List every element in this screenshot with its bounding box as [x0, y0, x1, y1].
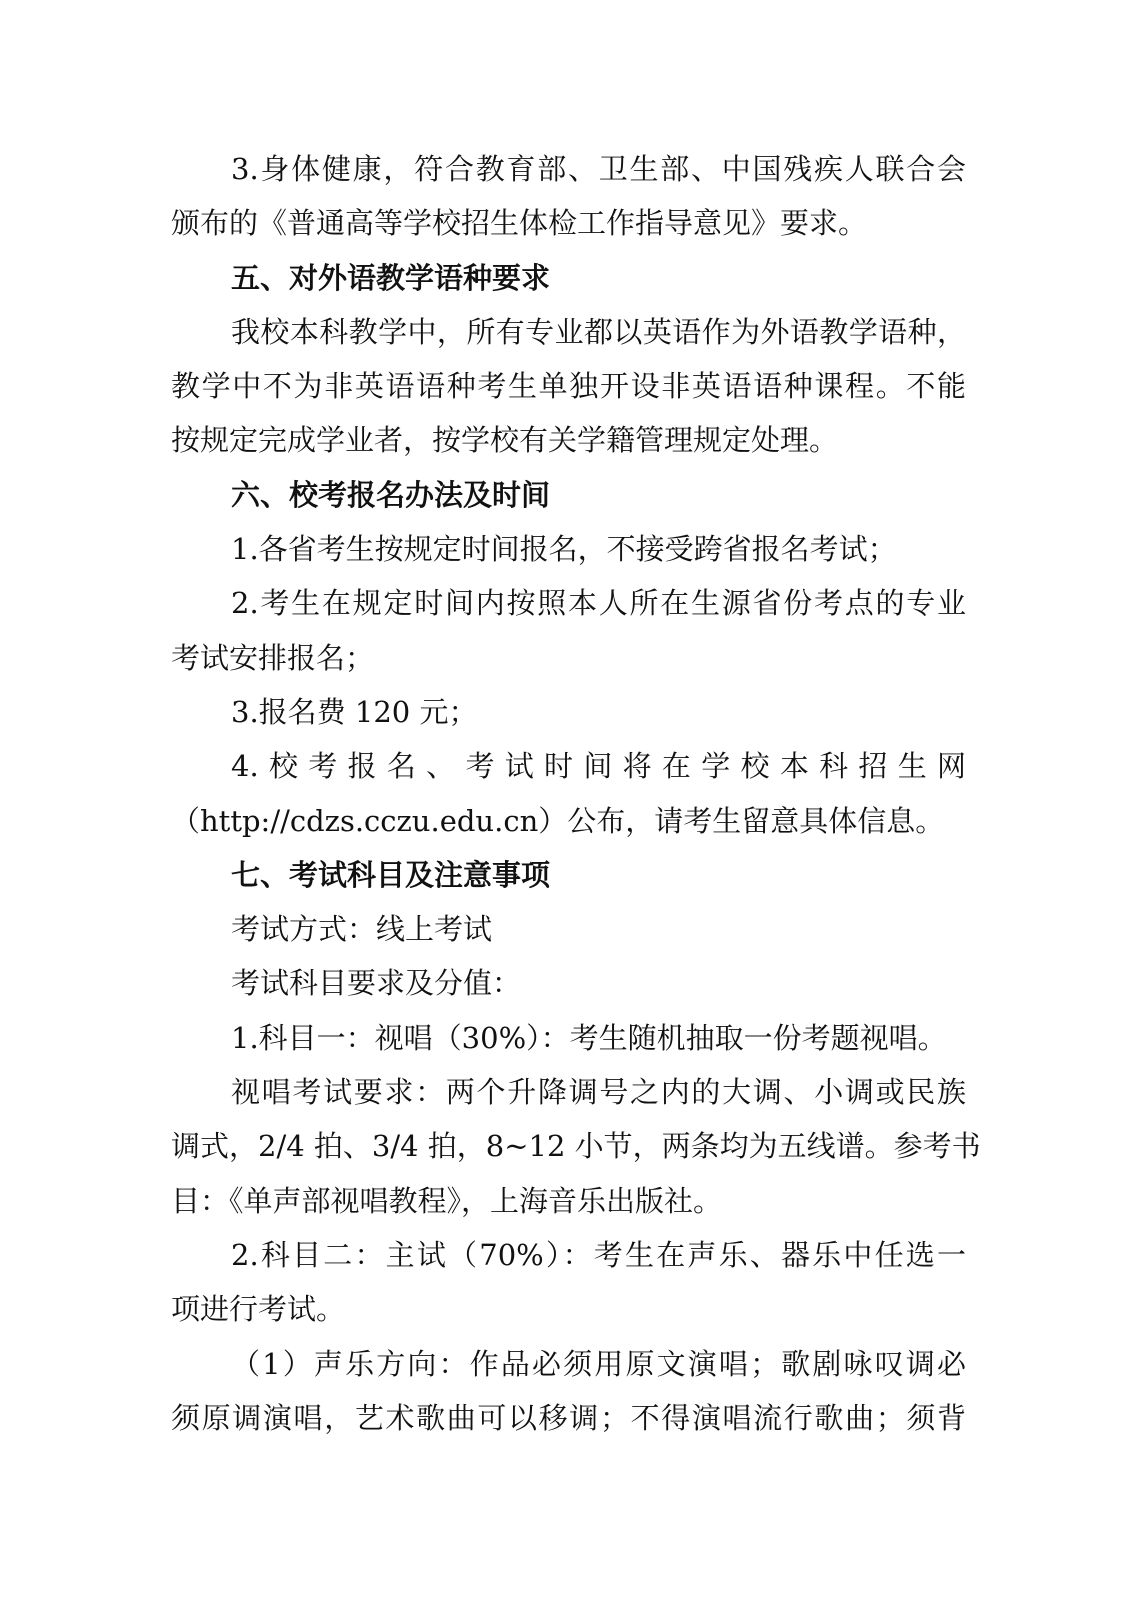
paragraph-line: 调式，2/4 拍、3/4 拍，8~12 小节，两条均为五线谱。参考书	[171, 1129, 981, 1164]
paragraph-line: 视唱考试要求：两个升降调号之内的大调、小调或民族	[231, 1075, 966, 1110]
paragraph-line: 颁布的《普通高等学校招生体检工作指导意见》要求。	[171, 206, 868, 241]
paragraph-line: 按规定完成学业者，按学校有关学籍管理规定处理。	[171, 423, 839, 458]
paragraph-line: 3.报名费 120 元；	[231, 694, 478, 729]
paragraph-line: 考试安排报名；	[171, 640, 375, 675]
paragraph-line: 2.考生在规定时间内按照本人所在生源省份考点的专业	[231, 586, 966, 621]
section-heading-7: 七、考试科目及注意事项	[231, 857, 551, 892]
paragraph-line: （1）声乐方向：作品必须用原文演唱；歌剧咏叹调必	[231, 1346, 966, 1381]
paragraph-line: 1.科目一：视唱（30%）：考生随机抽取一份考题视唱。	[231, 1020, 947, 1055]
paragraph-line: （http://cdzs.cczu.edu.cn）公布，请考生留意具体信息。	[171, 803, 945, 838]
paragraph-line: 教学中不为非英语语种考生单独开设非英语语种课程。不能	[171, 369, 966, 404]
paragraph-line: 我校本科教学中，所有专业都以英语作为外语教学语种，	[231, 314, 966, 349]
section-heading-5: 五、对外语教学语种要求	[231, 260, 551, 295]
paragraph-line: 3.身体健康，符合教育部、卫生部、中国残疾人联合会	[231, 152, 966, 186]
paragraph-line: 1.各省考生按规定时间报名，不接受跨省报名考试；	[231, 532, 897, 567]
paragraph-line: 项进行考试。	[171, 1292, 346, 1327]
paragraph-line: 考试方式：线上考试	[231, 912, 493, 947]
paragraph-line: 目：《单声部视唱教程》，上海音乐出版社。	[171, 1183, 723, 1218]
paragraph-line: 2.科目二：主试（70%）：考生在声乐、器乐中任选一	[231, 1237, 966, 1272]
paragraph-line: 4.校考报名、考试时间将在学校本科招生网	[231, 749, 966, 784]
paragraph-line: 考试科目要求及分值：	[231, 966, 522, 1001]
section-heading-6: 六、校考报名办法及时间	[231, 477, 551, 512]
paragraph-line: 须原调演唱，艺术歌曲可以移调；不得演唱流行歌曲；须背	[171, 1400, 966, 1435]
document-body	[171, 142, 981, 1445]
